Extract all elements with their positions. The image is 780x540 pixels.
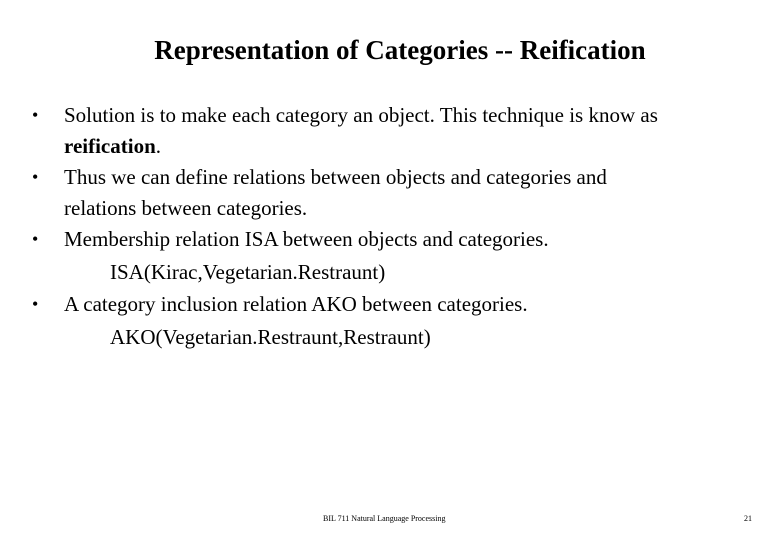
footer-course: BIL 711 Natural Language Processing (323, 514, 446, 523)
formula-ako: AKO(Vegetarian.Restraunt,Restraunt) (110, 325, 431, 349)
bullet-item-membership (32, 224, 762, 255)
bold-term: reification (64, 134, 156, 158)
bullet-marker: • (32, 229, 39, 249)
bullet-marker: • (32, 167, 39, 187)
bullet-item-inclusion (32, 289, 762, 320)
bullet-text-continuation (64, 131, 762, 162)
bullet-text-continuation: relations between categories. (64, 196, 308, 220)
slide-title: Representation of Categories -- Reification (154, 35, 646, 65)
bullet-text: Solution is to make each category an object. This technique is know as (64, 103, 658, 127)
bullet-marker: • (32, 294, 39, 314)
bullet-text: A category inclusion relation AKO between categories. (64, 292, 528, 316)
bullet-marker: • (32, 105, 39, 125)
formula-isa: ISA(Kirac,Vegetarian.Restraunt) (110, 260, 386, 284)
bullet-item-relations (32, 162, 762, 224)
bullet-item-reification (32, 100, 762, 162)
footer-page-number: 21 (744, 514, 752, 523)
bullet-text: Thus we can define relations between objects and categories and (64, 165, 607, 189)
bullet-text-end: . (155, 134, 162, 158)
bullet-text: Membership relation ISA between objects and categories. (64, 227, 549, 251)
bullet-list (32, 100, 762, 354)
